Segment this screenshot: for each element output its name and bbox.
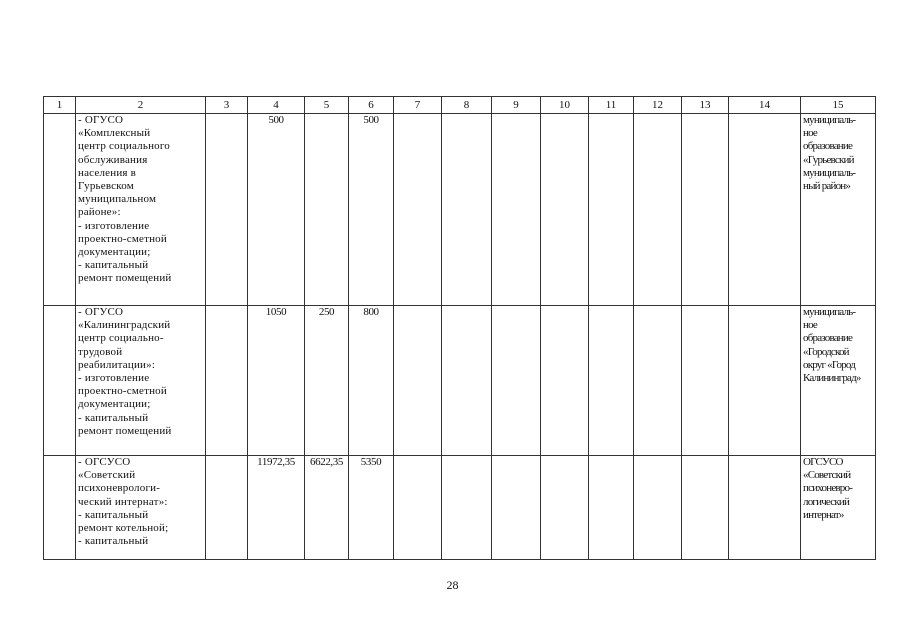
- item-description-line: - капитальный: [78, 411, 149, 424]
- cell-col-2: [76, 114, 206, 306]
- item-description-line: документации;: [78, 246, 151, 259]
- recipient-line: округ «Город: [803, 358, 856, 371]
- item-description-line: ремонт помещений: [78, 424, 172, 437]
- column-header-12: 12: [634, 97, 682, 114]
- column-header-3: 3: [206, 97, 248, 114]
- recipient-line: логический: [803, 495, 850, 508]
- column-header-8: 8: [442, 97, 492, 114]
- item-description-line: - ОГУСО: [78, 306, 124, 318]
- recipient-line: «Городской: [803, 345, 849, 358]
- cell-col-1: [44, 306, 76, 456]
- item-description-line: - капитальный: [78, 259, 149, 272]
- cell-col-4: 11972,35: [248, 456, 305, 560]
- table-row: [44, 456, 876, 560]
- cell-col-13: [682, 456, 729, 560]
- item-description-line: центр социально-: [78, 332, 164, 345]
- cell-col-7: [394, 306, 442, 456]
- item-description-line: «Комплексный: [78, 127, 151, 140]
- table-header-row: [44, 97, 876, 114]
- recipient-line: интернат»: [803, 508, 844, 521]
- page-number: 28: [446, 578, 459, 592]
- column-header-9: 9: [492, 97, 541, 114]
- cell-col-13: [682, 114, 729, 306]
- cell-col-6: 5350: [349, 456, 394, 560]
- cell-col-14: [729, 306, 801, 456]
- item-description-line: ческий интернат»:: [78, 495, 168, 508]
- item-description-line: - капитальный: [78, 508, 149, 521]
- column-header-11: 11: [589, 97, 634, 114]
- budget-table: [43, 96, 876, 560]
- cell-col-15: [801, 456, 876, 560]
- item-description-line: проектно-сметной: [78, 232, 167, 245]
- item-description-line: документации;: [78, 398, 151, 411]
- item-description-line: Гурьевском: [78, 180, 134, 193]
- recipient-line: муниципаль-: [803, 166, 856, 179]
- cell-col-4: 1050: [248, 306, 305, 456]
- cell-col-14: [729, 114, 801, 306]
- column-header-14: 14: [729, 97, 801, 114]
- cell-col-3: [206, 114, 248, 306]
- cell-col-3: [206, 306, 248, 456]
- cell-col-7: [394, 456, 442, 560]
- recipient-line: «Гурьевский: [803, 153, 854, 166]
- recipient-line: муниципаль-: [803, 306, 856, 318]
- item-description-line: - ОГСУСО: [78, 456, 131, 468]
- cell-col-9: [492, 306, 541, 456]
- cell-col-2: [76, 306, 206, 456]
- item-description-line: «Советский: [78, 469, 136, 482]
- cell-col-3: [206, 456, 248, 560]
- column-header-13: 13: [682, 97, 729, 114]
- cell-col-2: [76, 456, 206, 560]
- cell-col-6: 500: [349, 114, 394, 306]
- column-header-2: 2: [76, 97, 206, 114]
- table-row: [44, 114, 876, 306]
- cell-col-8: [442, 114, 492, 306]
- column-header-7: 7: [394, 97, 442, 114]
- column-header-10: 10: [541, 97, 589, 114]
- cell-col-4: 500: [248, 114, 305, 306]
- cell-col-5: 6622,35: [305, 456, 349, 560]
- item-description-line: - изготовление: [78, 219, 150, 232]
- column-header-6: 6: [349, 97, 394, 114]
- item-description-line: ремонт котельной;: [78, 522, 169, 535]
- cell-col-12: [634, 456, 682, 560]
- item-description-line: муниципальном: [78, 193, 157, 206]
- cell-col-10: [541, 114, 589, 306]
- cell-col-11: [589, 456, 634, 560]
- cell-col-12: [634, 114, 682, 306]
- item-description-line: - капитальный: [78, 535, 149, 548]
- cell-col-10: [541, 306, 589, 456]
- recipient-line: ный район»: [803, 180, 851, 193]
- cell-col-5: [305, 114, 349, 306]
- recipient-line: психоневро-: [803, 482, 853, 495]
- cell-col-8: [442, 456, 492, 560]
- item-description-line: «Калининградский: [78, 319, 171, 332]
- item-description-line: реабилитации»:: [78, 358, 156, 371]
- item-description-line: районе»:: [78, 206, 121, 219]
- item-description-line: обслуживания: [78, 153, 148, 166]
- item-description-line: населения в: [78, 166, 137, 179]
- cell-col-15: [801, 114, 876, 306]
- table-row: [44, 306, 876, 456]
- table-body: [44, 114, 876, 560]
- item-description-line: центр социального: [78, 140, 171, 153]
- cell-col-12: [634, 306, 682, 456]
- item-description-line: ремонт помещений: [78, 272, 172, 285]
- cell-col-9: [492, 456, 541, 560]
- recipient-line: образование: [803, 332, 853, 345]
- recipient-line: ное: [803, 127, 818, 140]
- recipient-line: Калининград»: [803, 372, 861, 385]
- recipient-line: муниципаль-: [803, 114, 856, 126]
- recipient-line: «Советский: [803, 469, 851, 482]
- item-description-line: проектно-сметной: [78, 385, 167, 398]
- cell-col-1: [44, 456, 76, 560]
- cell-col-14: [729, 456, 801, 560]
- item-description-line: - ОГУСО: [78, 114, 124, 126]
- cell-col-11: [589, 306, 634, 456]
- column-header-15: 15: [801, 97, 876, 114]
- cell-col-8: [442, 306, 492, 456]
- cell-col-7: [394, 114, 442, 306]
- item-description-line: трудовой: [78, 345, 123, 358]
- cell-col-6: 800: [349, 306, 394, 456]
- recipient-line: ное: [803, 319, 818, 332]
- cell-col-5: 250: [305, 306, 349, 456]
- cell-col-9: [492, 114, 541, 306]
- recipient-line: ОГСУСО: [803, 456, 843, 468]
- cell-col-1: [44, 114, 76, 306]
- item-description-line: - изготовление: [78, 372, 150, 385]
- cell-col-15: [801, 306, 876, 456]
- cell-col-13: [682, 306, 729, 456]
- cell-col-11: [589, 114, 634, 306]
- column-header-4: 4: [248, 97, 305, 114]
- cell-col-10: [541, 456, 589, 560]
- item-description-line: психоневрологи-: [78, 482, 161, 495]
- recipient-line: образование: [803, 140, 853, 153]
- column-header-5: 5: [305, 97, 349, 114]
- column-header-1: 1: [44, 97, 76, 114]
